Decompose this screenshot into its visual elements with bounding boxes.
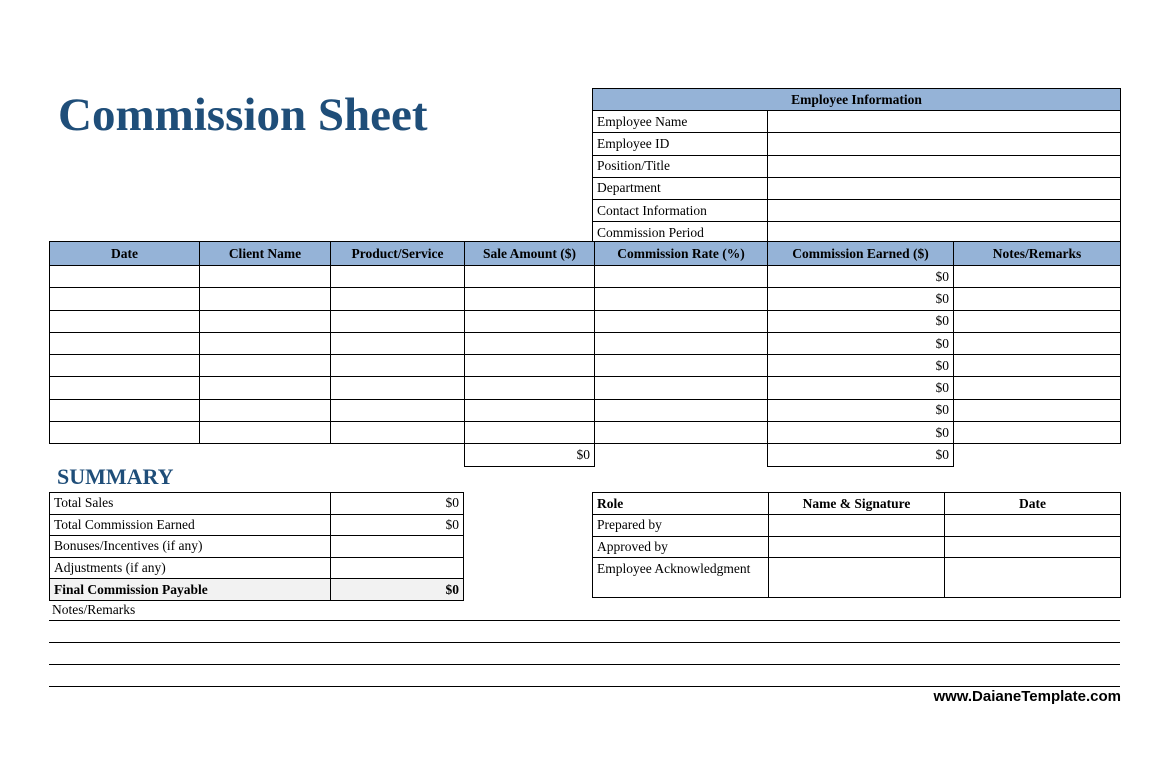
- role-approved-by: Approved by: [593, 536, 769, 558]
- column-header-role: Role: [593, 493, 769, 515]
- approved-by-signature-field[interactable]: [769, 536, 945, 558]
- cell-commission-earned: $0: [768, 422, 954, 444]
- cell-sale-amount[interactable]: [465, 310, 595, 332]
- role-employee-acknowledgment: Employee Acknowledgment: [593, 558, 769, 598]
- employee-acknowledgment-date-field[interactable]: [945, 558, 1121, 598]
- table-row: [50, 377, 1121, 399]
- cell-notes-remarks[interactable]: [954, 310, 1121, 332]
- table-row: [593, 199, 1121, 221]
- cell-sale-amount[interactable]: [465, 332, 595, 354]
- page-title: Commission Sheet: [58, 89, 428, 141]
- cell-sale-amount[interactable]: [465, 422, 595, 444]
- contact-information-label: Contact Information: [593, 199, 768, 221]
- cell-sale-amount[interactable]: [465, 266, 595, 288]
- table-row-header: [593, 493, 1121, 515]
- position-title-field[interactable]: [768, 155, 1121, 177]
- cell-notes-remarks[interactable]: [954, 266, 1121, 288]
- total-sales-label: Total Sales: [50, 493, 331, 515]
- final-commission-payable-label: Final Commission Payable: [50, 579, 331, 601]
- bonuses-incentives-label: Bonuses/Incentives (if any): [50, 536, 331, 558]
- cell-product-service[interactable]: [331, 422, 465, 444]
- total-sales-value: $0: [331, 493, 464, 515]
- table-row-totals: [50, 444, 1121, 466]
- employee-name-label: Employee Name: [593, 111, 768, 133]
- role-prepared-by: Prepared by: [593, 515, 769, 537]
- signature-table: [592, 492, 1121, 598]
- totals-empty-notes: [954, 444, 1121, 466]
- cell-product-service[interactable]: [331, 355, 465, 377]
- adjustments-field[interactable]: [331, 557, 464, 579]
- total-commission-earned-label: Total Commission Earned: [50, 514, 331, 536]
- cell-commission-rate[interactable]: [595, 310, 768, 332]
- column-header-date: Date: [50, 242, 200, 266]
- cell-product-service[interactable]: [331, 310, 465, 332]
- column-header-signature-date: Date: [945, 493, 1121, 515]
- table-row: [593, 111, 1121, 133]
- table-row: [50, 422, 1121, 444]
- adjustments-label: Adjustments (if any): [50, 557, 331, 579]
- contact-information-field[interactable]: [768, 199, 1121, 221]
- cell-date[interactable]: [50, 377, 200, 399]
- notes-remarks-line[interactable]: [49, 643, 1120, 665]
- cell-date[interactable]: [50, 355, 200, 377]
- employee-information-table: [592, 88, 1121, 244]
- cell-commission-earned: $0: [768, 355, 954, 377]
- employee-acknowledgment-signature-field[interactable]: [769, 558, 945, 598]
- cell-product-service[interactable]: [331, 399, 465, 421]
- table-row: [50, 332, 1121, 354]
- cell-client-name[interactable]: [200, 355, 331, 377]
- cell-product-service[interactable]: [331, 266, 465, 288]
- cell-sale-amount[interactable]: [465, 288, 595, 310]
- totals-empty-date: [50, 444, 200, 466]
- cell-client-name[interactable]: [200, 399, 331, 421]
- cell-date[interactable]: [50, 399, 200, 421]
- table-row: [50, 355, 1121, 377]
- cell-product-service[interactable]: [331, 377, 465, 399]
- table-row-header: [593, 89, 1121, 111]
- column-header-name-signature: Name & Signature: [769, 493, 945, 515]
- totals-sale-amount: $0: [465, 444, 595, 466]
- bonuses-incentives-field[interactable]: [331, 536, 464, 558]
- cell-commission-rate[interactable]: [595, 422, 768, 444]
- cell-commission-earned: $0: [768, 332, 954, 354]
- cell-commission-earned: $0: [768, 266, 954, 288]
- cell-sale-amount[interactable]: [465, 355, 595, 377]
- cell-commission-rate[interactable]: [595, 266, 768, 288]
- table-row: [50, 514, 464, 536]
- column-header-notes-remarks: Notes/Remarks: [954, 242, 1121, 266]
- cell-notes-remarks[interactable]: [954, 355, 1121, 377]
- cell-commission-earned: $0: [768, 399, 954, 421]
- cell-date[interactable]: [50, 310, 200, 332]
- cell-sale-amount[interactable]: [465, 399, 595, 421]
- commission-period-label: Commission Period: [593, 222, 768, 244]
- approved-by-date-field[interactable]: [945, 536, 1121, 558]
- cell-client-name[interactable]: [200, 288, 331, 310]
- cell-commission-rate[interactable]: [595, 288, 768, 310]
- table-row: [593, 133, 1121, 155]
- cell-client-name[interactable]: [200, 377, 331, 399]
- cell-date[interactable]: [50, 266, 200, 288]
- commission-rows-body: [50, 266, 1121, 444]
- totals-empty-product: [331, 444, 465, 466]
- commission-entries-table: [49, 241, 1121, 467]
- table-row: [593, 536, 1121, 558]
- column-header-commission-rate: Commission Rate (%): [595, 242, 768, 266]
- cell-client-name[interactable]: [200, 332, 331, 354]
- final-commission-payable-value: $0: [331, 579, 464, 601]
- prepared-by-date-field[interactable]: [945, 515, 1121, 537]
- notes-remarks-line[interactable]: [49, 665, 1120, 687]
- table-row-final-total: [50, 579, 464, 601]
- cell-notes-remarks[interactable]: [954, 288, 1121, 310]
- employee-information-header: Employee Information: [593, 89, 1121, 111]
- table-row: [593, 177, 1121, 199]
- table-row: [50, 288, 1121, 310]
- department-field[interactable]: [768, 177, 1121, 199]
- cell-commission-rate[interactable]: [595, 355, 768, 377]
- summary-heading: SUMMARY: [57, 464, 174, 489]
- total-commission-earned-value: $0: [331, 514, 464, 536]
- footer-website-url: www.DaianeTemplate.com: [933, 688, 1121, 705]
- cell-commission-earned: $0: [768, 377, 954, 399]
- column-header-product-service: Product/Service: [331, 242, 465, 266]
- notes-remarks-label: Notes/Remarks: [52, 602, 136, 617]
- cell-sale-amount[interactable]: [465, 377, 595, 399]
- cell-commission-rate[interactable]: [595, 399, 768, 421]
- column-header-commission-earned: Commission Earned ($): [768, 242, 954, 266]
- table-row: [593, 558, 1121, 598]
- cell-client-name[interactable]: [200, 422, 331, 444]
- table-row: [593, 515, 1121, 537]
- table-row: [50, 536, 464, 558]
- cell-notes-remarks[interactable]: [954, 399, 1121, 421]
- cell-notes-remarks[interactable]: [954, 332, 1121, 354]
- cell-commission-earned: $0: [768, 310, 954, 332]
- position-title-label: Position/Title: [593, 155, 768, 177]
- employee-id-field[interactable]: [768, 133, 1121, 155]
- employee-name-field[interactable]: [768, 111, 1121, 133]
- cell-commission-rate[interactable]: [595, 332, 768, 354]
- table-row: [50, 310, 1121, 332]
- cell-date[interactable]: [50, 422, 200, 444]
- summary-table: [49, 492, 464, 601]
- department-label: Department: [593, 177, 768, 199]
- cell-notes-remarks[interactable]: [954, 377, 1121, 399]
- prepared-by-signature-field[interactable]: [769, 515, 945, 537]
- table-row: [593, 155, 1121, 177]
- notes-remarks-line[interactable]: [49, 621, 1120, 643]
- column-header-client-name: Client Name: [200, 242, 331, 266]
- table-row: [50, 557, 464, 579]
- totals-empty-client: [200, 444, 331, 466]
- cell-client-name[interactable]: [200, 266, 331, 288]
- table-row: [50, 493, 464, 515]
- cell-commission-earned: $0: [768, 288, 954, 310]
- cell-notes-remarks[interactable]: [954, 422, 1121, 444]
- cell-date[interactable]: [50, 288, 200, 310]
- cell-date[interactable]: [50, 332, 200, 354]
- cell-product-service[interactable]: [331, 288, 465, 310]
- cell-product-service[interactable]: [331, 332, 465, 354]
- employee-id-label: Employee ID: [593, 133, 768, 155]
- totals-commission-earned: $0: [768, 444, 954, 466]
- column-header-sale-amount: Sale Amount ($): [465, 242, 595, 266]
- cell-client-name[interactable]: [200, 310, 331, 332]
- totals-empty-rate: [595, 444, 768, 466]
- notes-remarks-section: [49, 601, 1120, 687]
- notes-remarks-lines: [49, 620, 1120, 687]
- cell-commission-rate[interactable]: [595, 377, 768, 399]
- table-row: [50, 399, 1121, 421]
- table-row-header: [50, 242, 1121, 266]
- table-row: [50, 266, 1121, 288]
